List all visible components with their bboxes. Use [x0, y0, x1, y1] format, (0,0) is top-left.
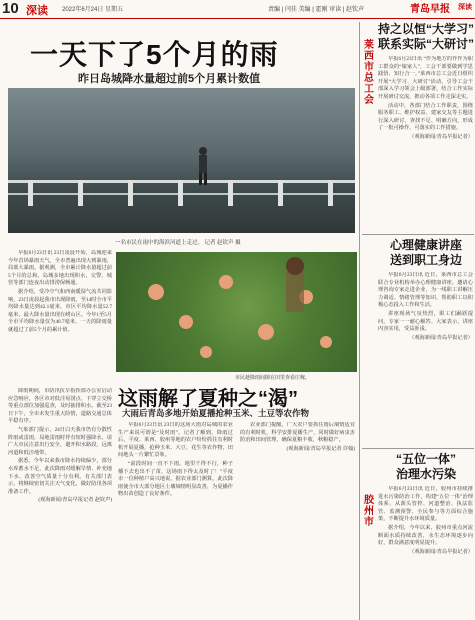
story1-paragraph: 据悉，今年以来我市降水持续偏少，部分水库蓄水不足，此次降雨对缓解旱情、补充地下水、改善空气质量十分有利。有关部门表示，将继续密切关注天气变化，做好防汛各项准备工作。 [8, 458, 112, 495]
sidebar-item2-body [378, 272, 473, 446]
sidebar-item3-body [378, 486, 473, 618]
story1-photo-caption: 一名市民在雨中的海滨河道上走过。 记者 赵钦声 摄 [115, 240, 241, 246]
page-number: 10 [2, 0, 19, 17]
sidebar-divider [362, 234, 474, 235]
sidebar-item1-credit: （观海新闻/青岛早报记者） [409, 133, 473, 140]
story1-headline: 一天下了5个月的雨 [30, 39, 279, 70]
sidebar-item1-paragraph: 活动中，各部门结合工作职责，围绕服务职工、维护权益、建家交友等主题进行深入研讨，查找不足、明确方向，形成了一批可操作、可落实的工作措施。 [378, 102, 473, 132]
peach-tree-graphic [116, 252, 357, 372]
story2-subheadline: 大雨后青岛多地开始夏播抢种玉米、土豆等农作物 [122, 408, 310, 418]
story1-column-2 [8, 388, 112, 618]
issue-date: 2022年6月24日 星期五 [62, 7, 124, 13]
sidebar-item3-paragraph: 早报6月23日讯 近日，胶州市持续推进水污染防治工作，构建“五位一体”治理体系，从源头管控、河道整治、执法监管、监测预警、全民参与等方面综合施策，不断提升水环境质量。 [378, 486, 473, 523]
newspaper-logo: 青岛早报 [410, 4, 450, 15]
column-divider [359, 22, 360, 620]
editors-line: 责编 | 闫佳 美编 | 霍刚 审读 | 赵钦声 [268, 7, 365, 13]
sidebar-item1-paragraph: 早报6月23日讯 “作为地方的作作为职工群众的“娘家人”，工会干部要做到学思践悟、知行合一。”莱西市总工会近日组织开展“大学习、大研讨”活动，引导工会干部深入学习领会上级部署，结合工作实际开展研讨交流，推动各项工作走深走实。 [378, 56, 473, 100]
story1-photo [8, 88, 355, 233]
story1-paragraph: 据介绍，受冷空气和西南暖湿气流共同影响，23日凌晨起我市出现降雨，至14时全市平均降水量达到42.1毫米，市区平均降水量52.7毫米，最大降水量出现在崂山区。今年1至5月全市平均降水量仅为40.7毫米，一天的降雨量就超过了前5个月的累计值。 [8, 288, 112, 333]
sidebar-tag-jiaozhou: 胶州市 [364, 495, 374, 528]
story2-paragraph: 农业部门提醒，广大农户要抓住雨后墒情适宜的有利时机，科学安排夏播生产，同时做好病虫害防治和田间管理，确保夏粮丰收、秋粮稳产。 [240, 422, 355, 444]
railing-graphic [8, 180, 355, 206]
sidebar-tag-laixi: 莱西市总工会 [364, 40, 374, 106]
story1-paragraph: 降雨期间，市防汛抗旱指挥部办公室启动应急响应，各区市对低洼易涝点、下穿立交桥等重点部位加强巡查，及时抽排积水。截至23日下午，全市未发生重大险情，道路交通总体平稳有序。 [8, 388, 112, 425]
sidebar-item2-title: 心理健康讲座 送到职工身边 [389, 238, 462, 267]
sidebar-item3-credit: （观海新闻/青岛早报记者） [409, 548, 473, 555]
sidebar-divider [362, 448, 474, 449]
story2-column-2 [240, 422, 355, 618]
newspaper-logo-sub: 深读 [458, 4, 472, 11]
sidebar-item1-body [378, 56, 473, 232]
story1-paragraph: 气象部门提示，24日白天我市仍有分散性阵雨或雷雨，局地雷雨时伴有短时强降水，请广大市民注意出行安全，避开积水路段，远离河道和低洼地带。 [8, 426, 112, 456]
story2-credit: (观海新闻/青岛早报记者 许翰) [286, 445, 355, 452]
pedestrian-figure [196, 146, 210, 186]
story1-paragraph: 早报6月23日讯 23日凌晨开始，岛城迎来今年首场暴雨天气，全市普遍出现大到暴雨，局部大暴雨。据观测，全市累计降水量超过前5个月的总和。岛城多地出现积水，交警、城管等部门连夜出动排涝保畅通。 [8, 250, 112, 287]
section-name: 深读 [26, 5, 48, 17]
story2-headline: 这雨解了夏种之“渴” [118, 388, 298, 410]
story1-credit: (观海新闻/青岛早报记者 赵钦声) [38, 497, 112, 504]
sidebar-item2-paragraph: 早报6月23日讯 近日，莱西市总工会联合专业机构举办心理健康讲座，邀请心理咨询专家走进企业，为一线职工讲解压力调适、情绪管理等知识，帮助职工以积极心态投入工作和生活。 [378, 272, 473, 309]
story2-paragraph: 早报6月23日讯 23日的这场大雨对岛城的农业生产来说可谓是“及时雨”。记者了解到，降雨过后，平度、莱西、胶州等地的农户纷纷抓住有利时机开展夏播，抢种玉米、大豆、花生等农作物，田间地头一片繁忙景象。 [118, 422, 233, 459]
sidebar-item3-paragraph: 据介绍，今年以来，胶州市重点河流断面水质持续改善，水生态环境逐步向好，群众满意度明显提升。 [378, 524, 473, 547]
story2-paragraph: “前段时间一直不下雨，地里干得不行，种子播下去也出不了苗。这场雨下得太及时了！”平度市一位种植户高兴地说。据农业部门测算，此次降雨使全市大部分地区土壤墒情明显改善，为夏播作物出苗创造了良好条件。 [118, 460, 233, 498]
sidebar-item3-title: “五位一体” 治理水污染 [395, 452, 456, 481]
story1-column-1 [8, 250, 112, 385]
sidebar-item2-paragraph: 讲座现场气氛热烈，职工们踊跃提问，专家一一耐心解答。大家表示，讲座内容实用，受益匪浅。 [378, 310, 473, 333]
sidebar-item1-title: 持之以恒“大学习” 联系实际“大研讨” [378, 22, 475, 51]
story2-column-1 [118, 422, 233, 618]
story2-photo [116, 252, 357, 372]
sidebar-item2-credit: （观海新闻/青岛早报记者） [409, 334, 473, 341]
story2-photo-caption: 市民趁降雨间隙在田里查看庄稼。 [235, 375, 311, 381]
story1-subheadline: 昨日岛城降水量超过前5个月累计数值 [78, 73, 261, 85]
